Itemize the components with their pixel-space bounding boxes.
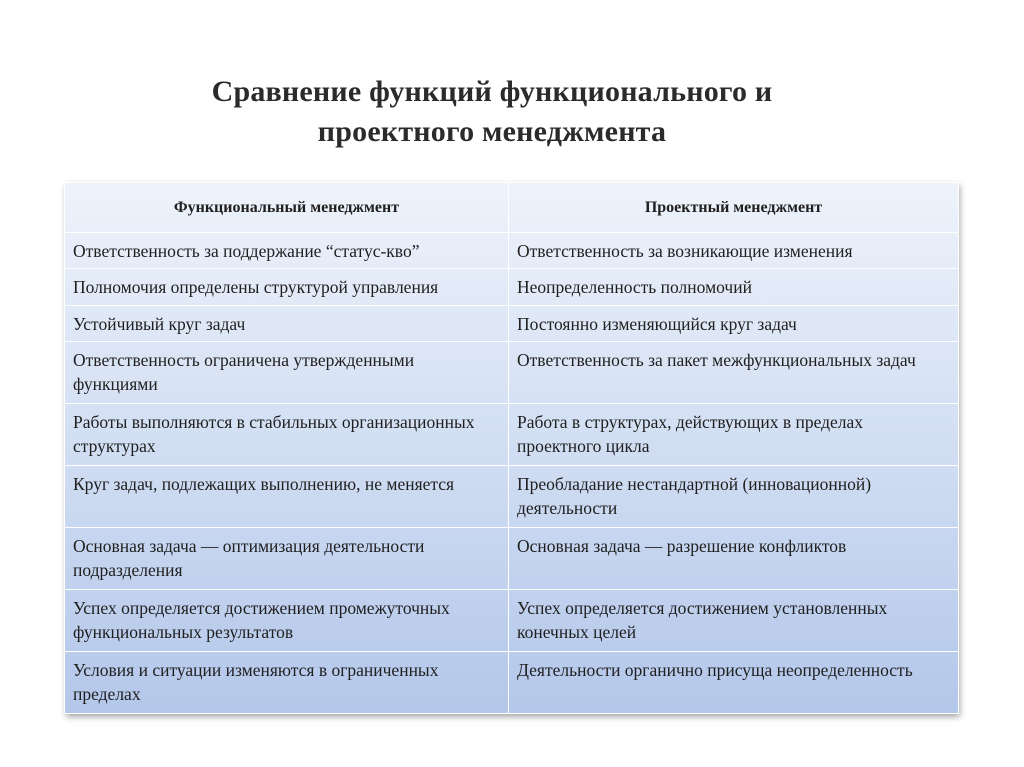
table-row [65,269,959,306]
table-cell-project: Преобладание нестандартной (инновационной) деятельности [509,466,959,528]
table-cell-project: Деятельности органично присуща неопределенность [509,652,959,714]
table-cell-functional: Условия и ситуации изменяются в ограниченных пределах [65,652,509,714]
table-cell-functional: Ответственность за поддержание “статус-кво” [65,233,509,269]
table-cell-functional: Устойчивый круг задач [65,305,509,342]
table-cell-project: Постоянно изменяющийся круг задач [509,305,959,342]
table-row [65,466,959,528]
page-title-line-2: проектного менеджмента [317,115,667,148]
table-cell-project: Основная задача — разрешение конфликтов [509,528,959,590]
table-cell-project: Успех определяется достижением установленных конечных целей [509,590,959,652]
page-title-line-1: Сравнение функций функционального и [211,75,773,108]
table-row [65,590,959,652]
table-header-row [65,183,959,233]
table-cell-functional: Работы выполняются в стабильных организационных структурах [65,404,509,466]
table-cell-functional: Основная задача — оптимизация деятельности подразделения [65,528,509,590]
table-cell-project: Ответственность за возникающие изменения [509,233,959,269]
header-project-management: Проектный менеджмент [509,183,959,233]
table-row [65,652,959,714]
comparison-table [64,182,959,714]
comparison-table-container [64,182,958,714]
page-title [112,72,872,152]
table-cell-project: Ответственность за пакет межфункциональных задач [509,342,959,404]
table-row [65,233,959,269]
table-cell-functional: Успех определяется достижением промежуточных функциональных результатов [65,590,509,652]
table-cell-functional: Круг задач, подлежащих выполнению, не меняется [65,466,509,528]
table-cell-project: Работа в структурах, действующих в пределах проектного цикла [509,404,959,466]
table-cell-functional: Ответственность ограничена утвержденными функциями [65,342,509,404]
header-functional-management: Функциональный менеджмент [65,183,509,233]
table-row [65,305,959,342]
table-cell-project: Неопределенность полномочий [509,269,959,306]
table-cell-functional: Полномочия определены структурой управления [65,269,509,306]
table-row [65,528,959,590]
table-row [65,404,959,466]
table-row [65,342,959,404]
